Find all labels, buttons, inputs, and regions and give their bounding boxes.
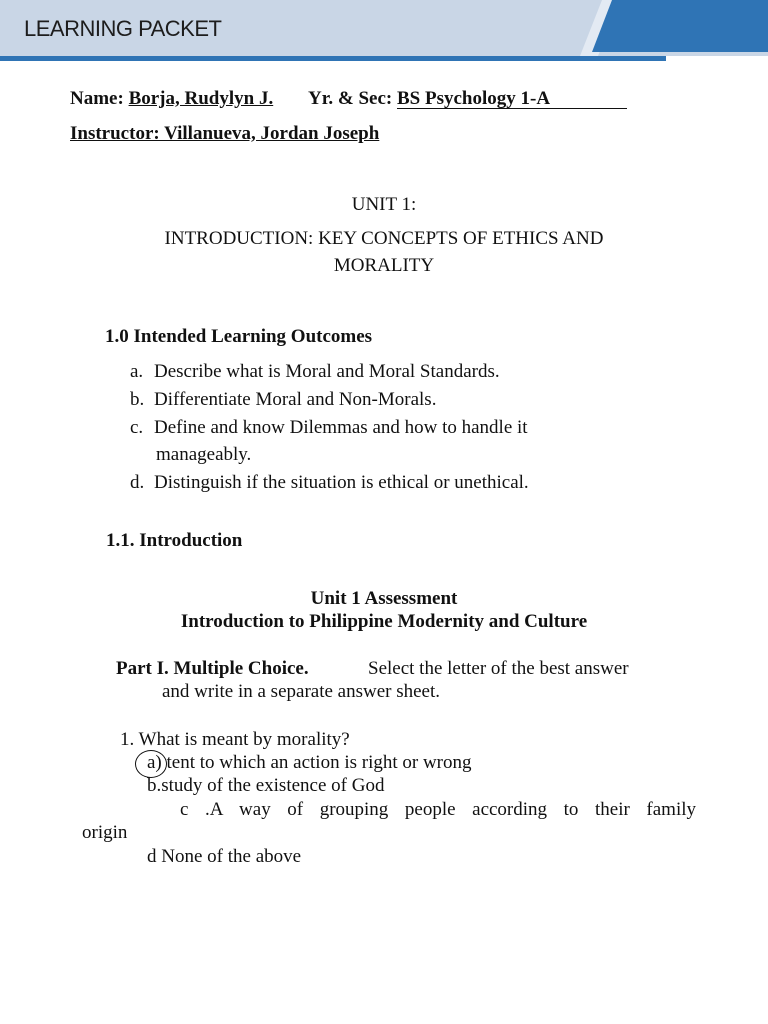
unit-title-line2: MORALITY — [333, 255, 435, 276]
question-1-option-c-continued: origin — [82, 822, 128, 843]
part-label — [116, 658, 309, 680]
header-accent — [592, 0, 768, 52]
unit-number: UNIT 1: — [351, 194, 417, 215]
yrsec-value: BS Psychology 1-A — [397, 90, 627, 109]
outcome-text-continued: manageably. — [156, 444, 252, 465]
part-instruction-line1: Select the letter of the best answer — [368, 658, 629, 679]
unit-title-line1: INTRODUCTION: KEY CONCEPTS OF ETHICS AND — [164, 228, 604, 249]
yrsec-label: Yr. & Sec: — [308, 88, 393, 109]
outcomes-heading: 1.0 Intended Learning Outcomes — [105, 326, 373, 347]
outcome-marker: b. — [130, 389, 145, 410]
assessment-title: Unit 1 Assessment — [310, 588, 458, 609]
outcome-text: Differentiate Moral and Non-Morals. — [154, 389, 437, 410]
header-title: LEARNING PACKET — [24, 16, 222, 41]
question-1-option-a: a) tent to which an action is right or wrong — [147, 752, 472, 773]
outcome-item — [130, 417, 528, 439]
question-1-option-c: c .A way of grouping people according to their family — [180, 799, 696, 820]
introduction-heading: 1.1. Introduction — [106, 530, 243, 551]
name-label: Name: — [70, 88, 124, 109]
outcome-marker: a. — [130, 361, 144, 382]
question-1-option-d: d None of the above — [147, 846, 302, 867]
outcome-text: Describe what is Moral and Moral Standards. — [154, 361, 500, 382]
part-instruction-line2: and write in a separate answer sheet. — [162, 681, 441, 702]
header-rule — [0, 56, 666, 61]
outcome-marker: d. — [130, 472, 145, 493]
outcome-item — [130, 361, 500, 383]
assessment-subtitle: Introduction to Philippine Modernity and Culture — [180, 611, 588, 632]
outcome-marker: c. — [130, 417, 144, 438]
question-1: 1. What is meant by morality? — [120, 729, 350, 750]
part-label-bold: Part I. Multiple Choice. — [116, 658, 309, 679]
outcome-text: Define and know Dilemmas and how to handle it — [154, 417, 528, 438]
name-value: Borja, Rudylyn J. — [128, 88, 274, 109]
student-info-line — [70, 88, 627, 110]
outcome-item — [130, 472, 529, 494]
outcome-text: Distinguish if the situation is ethical or unethical. — [154, 472, 529, 493]
outcome-item — [130, 389, 436, 411]
question-1-option-b: b.study of the existence of God — [147, 775, 385, 796]
instructor-line: Instructor: Villanueva, Jordan Joseph — [70, 123, 380, 144]
